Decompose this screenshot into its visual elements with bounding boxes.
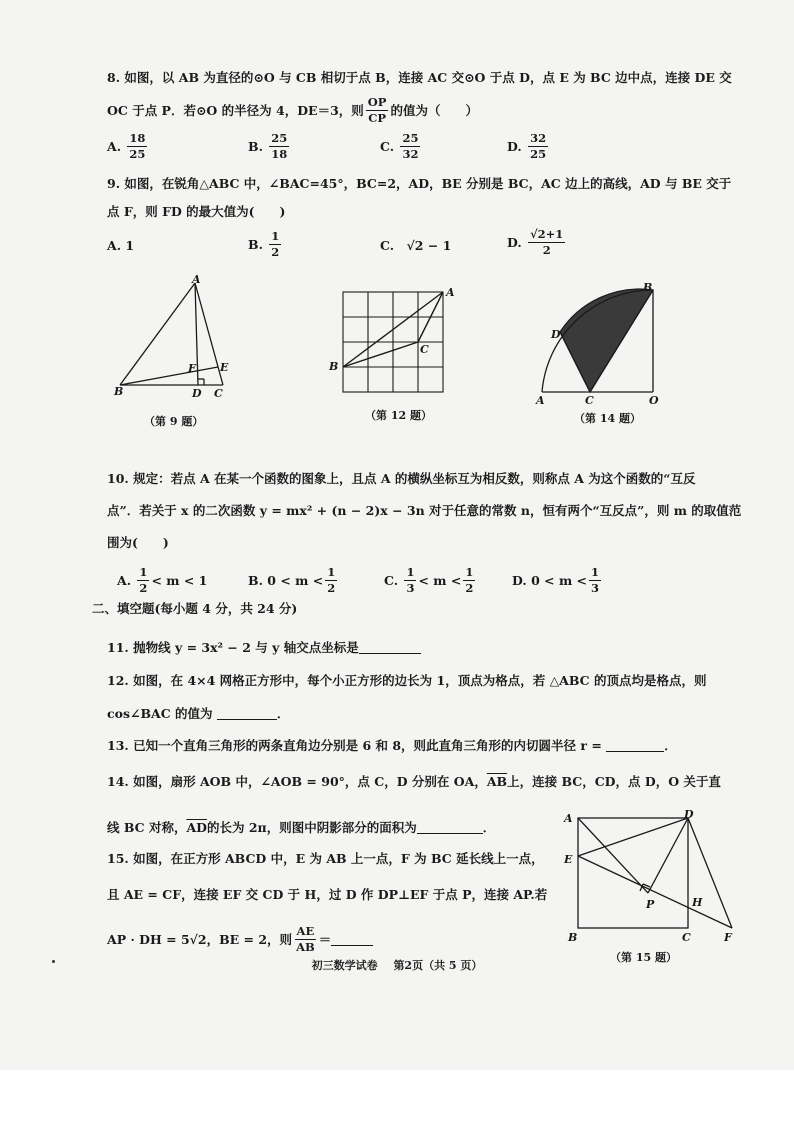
- fig15-label-E: E: [564, 853, 573, 866]
- q15-answer-blank[interactable]: [331, 933, 373, 946]
- fig15-label-F: F: [724, 931, 732, 944]
- q10-option-c: C. $\frac{1}{3}$ < m < $\frac{1}{2}$: [384, 565, 474, 595]
- q9-line1: 9. 如图，在锐角△ABC 中，∠BAC=45°，BC=2，AD，BE 分别是 BC，AC 边上的高线，AD 与 BE 交于: [107, 176, 732, 191]
- footer-page-number: 第2页（共 5 页）: [393, 959, 483, 972]
- fig9-label-C: C: [214, 387, 223, 400]
- fig9-label-B: B: [114, 385, 124, 398]
- fig15-label-C: C: [682, 931, 691, 944]
- q15-line1: 15. 如图，在正方形 ABCD 中，E 为 AB 上一点，F 为 BC 延长线上一点，: [107, 851, 544, 866]
- q8-option-a: A. $\frac{18}{25}$: [107, 131, 146, 161]
- fig9-label-F: F: [188, 362, 196, 375]
- q10-line2: 点”．若关于 x 的二次函数 y = mx² + (n − 2)x − 3n 对于任意的常数 n，恒有两个“互反点”，则 m 的取值范: [107, 503, 742, 518]
- q8-line2: OC 于点 P．若⊙O 的半径为 4，DE＝3，则 $\frac{OP}{CP}$ 的值为（ ）: [107, 95, 478, 125]
- fig12-label-B: B: [329, 360, 339, 373]
- q8-line1: 8. 如图，以 AB 为直径的⊙O 与 CB 相切于点 B，连接 AC 交⊙O 于点 D，点 E 为 BC 边中点，连接 DE 交: [107, 70, 732, 85]
- q12-line1: 12. 如图，在 4×4 网格正方形中，每个小正方形的边长为 1，顶点为格点，若 △ABC 的顶点均是格点，则: [107, 673, 707, 688]
- q10-option-d: D. 0 < m < $\frac{1}{3}$: [512, 565, 600, 595]
- fig15-label-D: D: [684, 808, 694, 821]
- q10-line1: 10. 规定：若点 A 在某一个函数的图象上，且点 A 的横纵坐标互为相反数，则称点 A 为这个函数的“互反: [107, 471, 696, 486]
- q10-option-b: B. 0 < m < $\frac{1}{2}$: [248, 565, 336, 595]
- q9-option-d: D. $\frac{√2+1}{2}$: [507, 227, 564, 257]
- q14-answer-blank[interactable]: [417, 821, 483, 834]
- figure-q9: [110, 275, 250, 435]
- q12-line2: cos∠BAC 的值为 ．: [107, 706, 290, 721]
- figure-q14: [530, 280, 670, 430]
- q11-answer-blank[interactable]: [359, 641, 421, 654]
- q15-line2: 且 AE = CF，连接 EF 交 CD 于 H，过 D 作 DP⊥EF 于点 P，连接 AP.若: [107, 887, 548, 902]
- page-footer: [0, 957, 794, 973]
- fig9-label-A: A: [192, 275, 201, 286]
- q8-option-c: C. $\frac{25}{32}$: [380, 131, 419, 161]
- q8-fraction: $\frac{OP}{CP}$: [367, 95, 387, 125]
- q8-option-b: B. $\frac{25}{18}$: [248, 131, 288, 161]
- figure-q15: [560, 808, 740, 970]
- fig9-label-E: E: [220, 361, 229, 374]
- fig15-label-B: B: [568, 931, 578, 944]
- q10-line3: 围为( ): [107, 535, 169, 550]
- footer-exam-name: 初三数学试卷: [311, 959, 378, 972]
- q10-option-a: A. $\frac{1}{2}$ < m < 1: [117, 565, 208, 595]
- q9-line2: 点 F，则 FD 的最大值为( ): [107, 204, 286, 219]
- fig15-caption: （第 15 题）: [610, 951, 677, 964]
- fig14-label-D: D: [551, 328, 561, 341]
- fig14-caption: （第 14 题）: [574, 412, 641, 425]
- fig9-label-D: D: [192, 387, 202, 400]
- fig9-caption: （第 9 题）: [144, 415, 204, 428]
- fig12-label-A: A: [446, 286, 455, 299]
- fig15-label-P: P: [646, 898, 655, 911]
- q14-line1: 14. 如图，扇形 AOB 中，∠AOB = 90°，点 C，D 分别在 OA， $\overline{AB}$ 上，连接 BC，CD，点 D，O 关于直: [107, 773, 721, 789]
- fig14-label-C: C: [585, 394, 594, 407]
- fig12-label-C: C: [420, 343, 429, 356]
- fig14-label-A: A: [536, 394, 545, 407]
- q9-option-c: C. √2 − 1: [380, 238, 452, 253]
- q8-option-d: D. $\frac{32}{25}$: [507, 131, 547, 161]
- section-2-heading: 二、填空题(每小题 4 分，共 24 分): [92, 601, 298, 616]
- q13: 13. 已知一个直角三角形的两条直角边分别是 6 和 8，则此直角三角形的内切圆半径 r = ．: [107, 738, 677, 753]
- figure-q12: [325, 282, 465, 432]
- q9-option-b: B. $\frac{1}{2}$: [248, 229, 280, 259]
- fig12-caption: （第 12 题）: [365, 409, 432, 422]
- fig14-label-B: B: [643, 281, 653, 294]
- fig14-label-O: O: [649, 394, 659, 407]
- q13-answer-blank[interactable]: [606, 739, 664, 752]
- q9-option-a: A. 1: [107, 238, 135, 253]
- fig15-label-A: A: [564, 812, 573, 825]
- q15-line3: AP · DH = 5√2，BE = 2，则 $\frac{AE}{AB}$ ＝: [107, 925, 373, 953]
- q11: 11. 抛物线 y = 3x² − 2 与 y 轴交点坐标是: [107, 638, 421, 656]
- q14-line2: 线 BC 对称， $\overline{AD}$ 的长为 2π，则图中阴影部分的面积为 ．: [107, 819, 496, 835]
- fig15-label-H: H: [692, 896, 703, 909]
- q12-answer-blank[interactable]: [217, 707, 277, 720]
